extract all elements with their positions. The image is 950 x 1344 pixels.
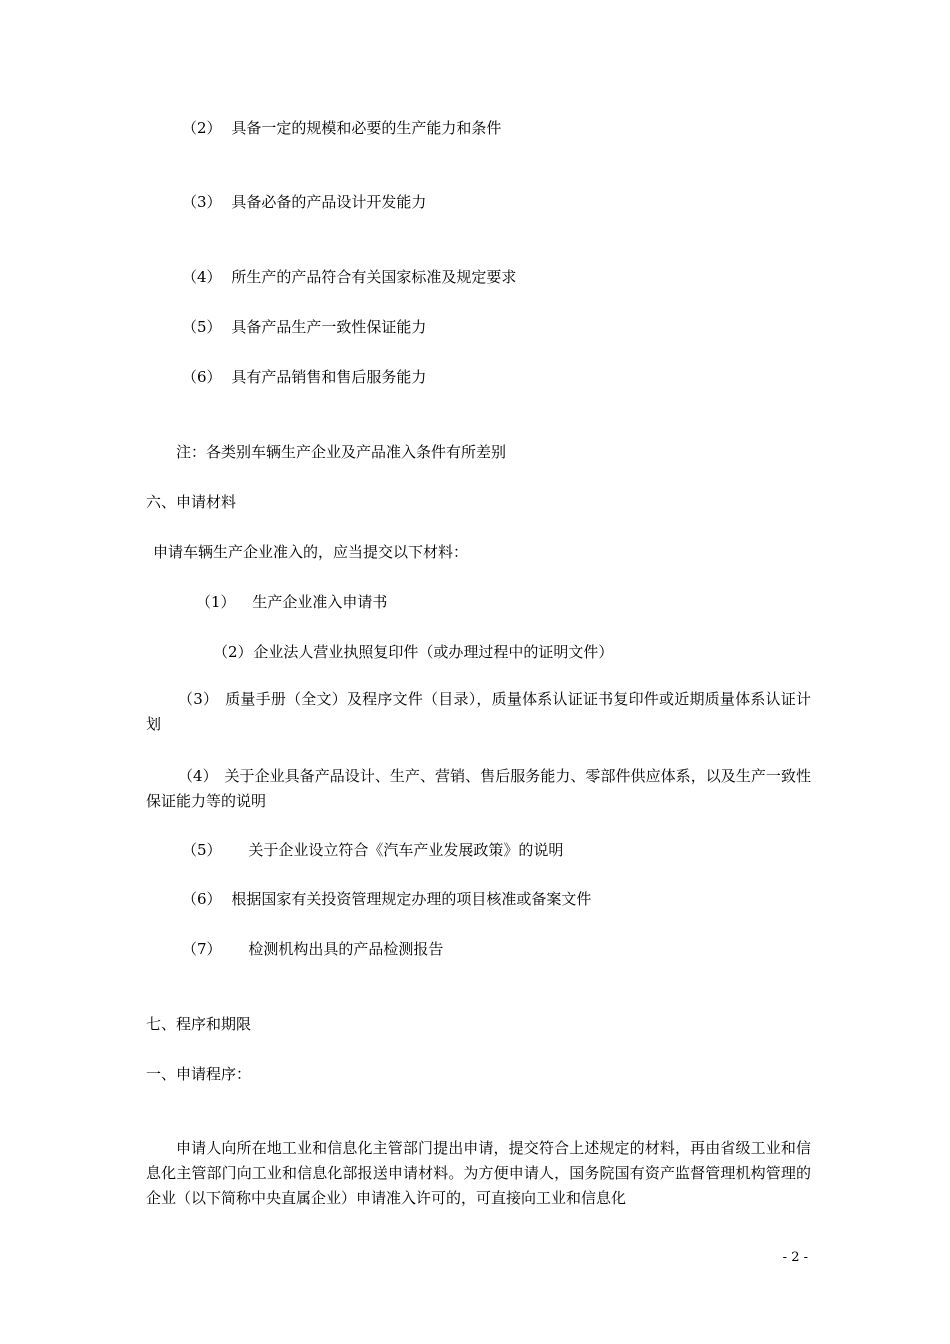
material-item: [182, 889, 591, 909]
page-number: - 2 -: [782, 1250, 808, 1265]
condition-text: 具备必备的产品设计开发能力: [231, 193, 427, 211]
condition-number: （4）: [182, 268, 222, 286]
material-text: 关于企业设立符合《汽车产业发展政策》的说明: [248, 841, 564, 859]
material-number: （2）: [213, 643, 253, 661]
condition-number: （3）: [182, 193, 222, 211]
condition-text: 具备一定的规模和必要的生产能力和条件: [231, 119, 502, 137]
material-number: （1）: [196, 593, 236, 611]
material-number: （4）: [178, 767, 218, 785]
note-text: 注：各类别车辆生产企业及产品准入条件有所差别: [176, 443, 507, 461]
condition-item: [182, 192, 426, 212]
material-number: （6）: [182, 890, 222, 908]
material-text: 根据国家有关投资管理规定办理的项目核准或备案文件: [231, 890, 592, 908]
condition-text: 具有产品销售和售后服务能力: [231, 368, 427, 386]
material-text: 企业法人营业执照复印件（或办理过程中的证明文件）: [253, 643, 614, 661]
section-intro: 申请车辆生产企业准入的，应当提交以下材料：: [153, 543, 469, 561]
condition-number: （6）: [182, 368, 222, 386]
condition-number: （5）: [182, 318, 222, 336]
sub-heading: 一、申请程序：: [146, 1065, 252, 1083]
condition-item: [182, 317, 426, 337]
section-heading: 六、申请材料: [146, 493, 237, 511]
material-item: [182, 840, 563, 860]
section-heading: 七、程序和期限: [146, 1015, 252, 1033]
condition-item: [182, 118, 501, 138]
material-number: （7）: [182, 940, 222, 958]
material-item: [146, 687, 811, 737]
material-item: [213, 642, 613, 662]
body-paragraph: 申请人向所在地工业和信息化主管部门提出申请，提交符合上述规定的材料，再由省级工业和信息化主管部门向工业和信息化部报送申请材料。为方便申请人，国务院国有资产监督管理机构管理的企业（以下简称中央直属企业）申请准入许可的，可直接向工业和信息化: [146, 1139, 811, 1207]
material-item: [196, 592, 387, 612]
material-item: [182, 939, 443, 959]
material-text: 质量手册（全文）及程序文件（目录），质量体系认证证书复印件或近期质量体系认证计划: [146, 690, 811, 733]
material-number: （3）: [178, 690, 219, 708]
material-text: 检测机构出具的产品检测报告: [248, 940, 444, 958]
condition-item: [182, 267, 516, 287]
material-text: 关于企业具备产品设计、生产、营销、售后服务能力、零部件供应体系，以及生产一致性保证能力等的说明: [146, 767, 811, 810]
condition-text: 具备产品生产一致性保证能力: [231, 318, 427, 336]
material-item: [146, 764, 811, 814]
material-number: （5）: [182, 841, 222, 859]
condition-text: 所生产的产品符合有关国家标准及规定要求: [231, 268, 517, 286]
material-text: 生产企业准入申请书: [252, 593, 388, 611]
condition-number: （2）: [182, 119, 222, 137]
condition-item: [182, 367, 426, 387]
